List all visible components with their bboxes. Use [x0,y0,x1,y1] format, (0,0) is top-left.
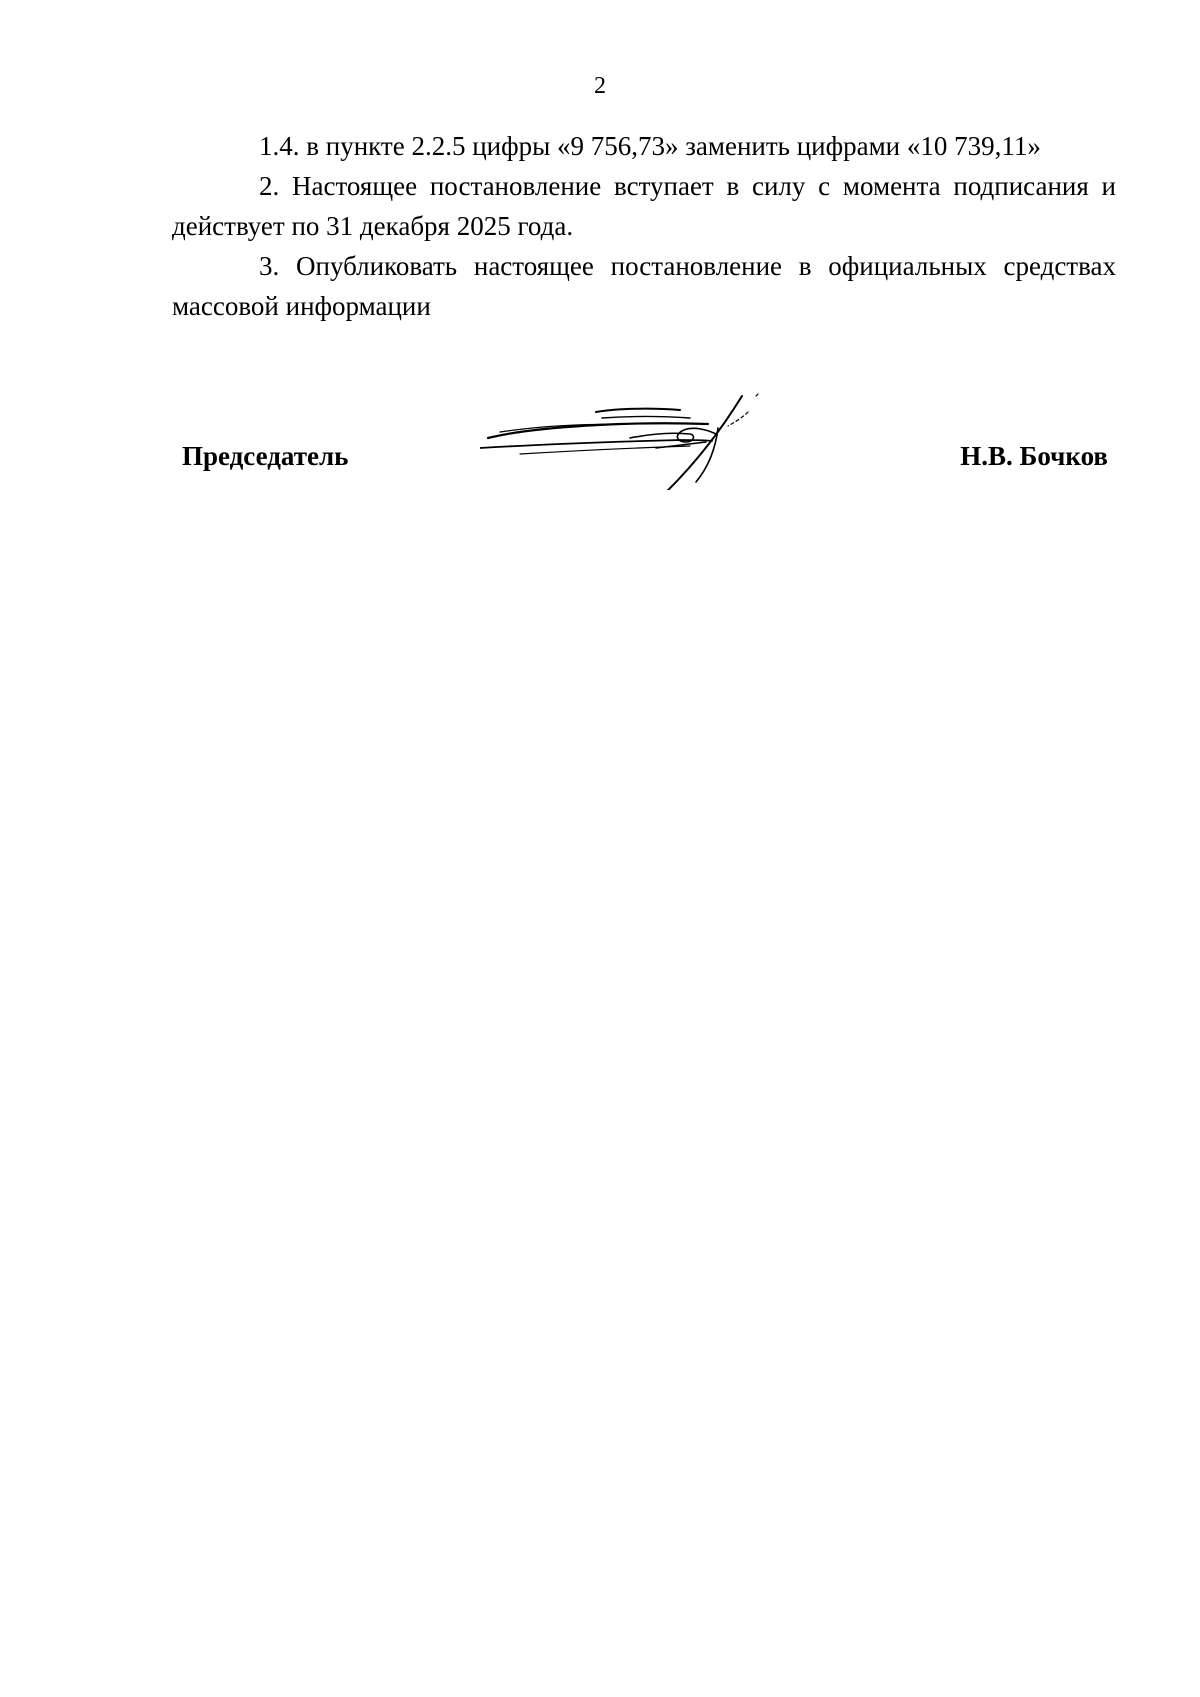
document-body [172,126,1116,326]
signatory-name: Н.В. Бочков [960,441,1108,471]
page-number: 2 [594,73,606,99]
paragraph-3: 3. Опубликовать настоящее постановление в официальных средствах массовой информации [172,251,1116,321]
paragraph-1-4: 1.4. в пункте 2.2.5 цифры «9 756,73» заменить цифрами «10 739,11» [259,131,1041,161]
handwritten-signature [480,390,780,490]
paragraph-2: 2. Настоящее постановление вступает в силу с момента подписания и действует по 31 декабря 2025 года. [172,171,1116,241]
signatory-title: Председатель [182,441,349,471]
signature-block [0,390,1200,500]
